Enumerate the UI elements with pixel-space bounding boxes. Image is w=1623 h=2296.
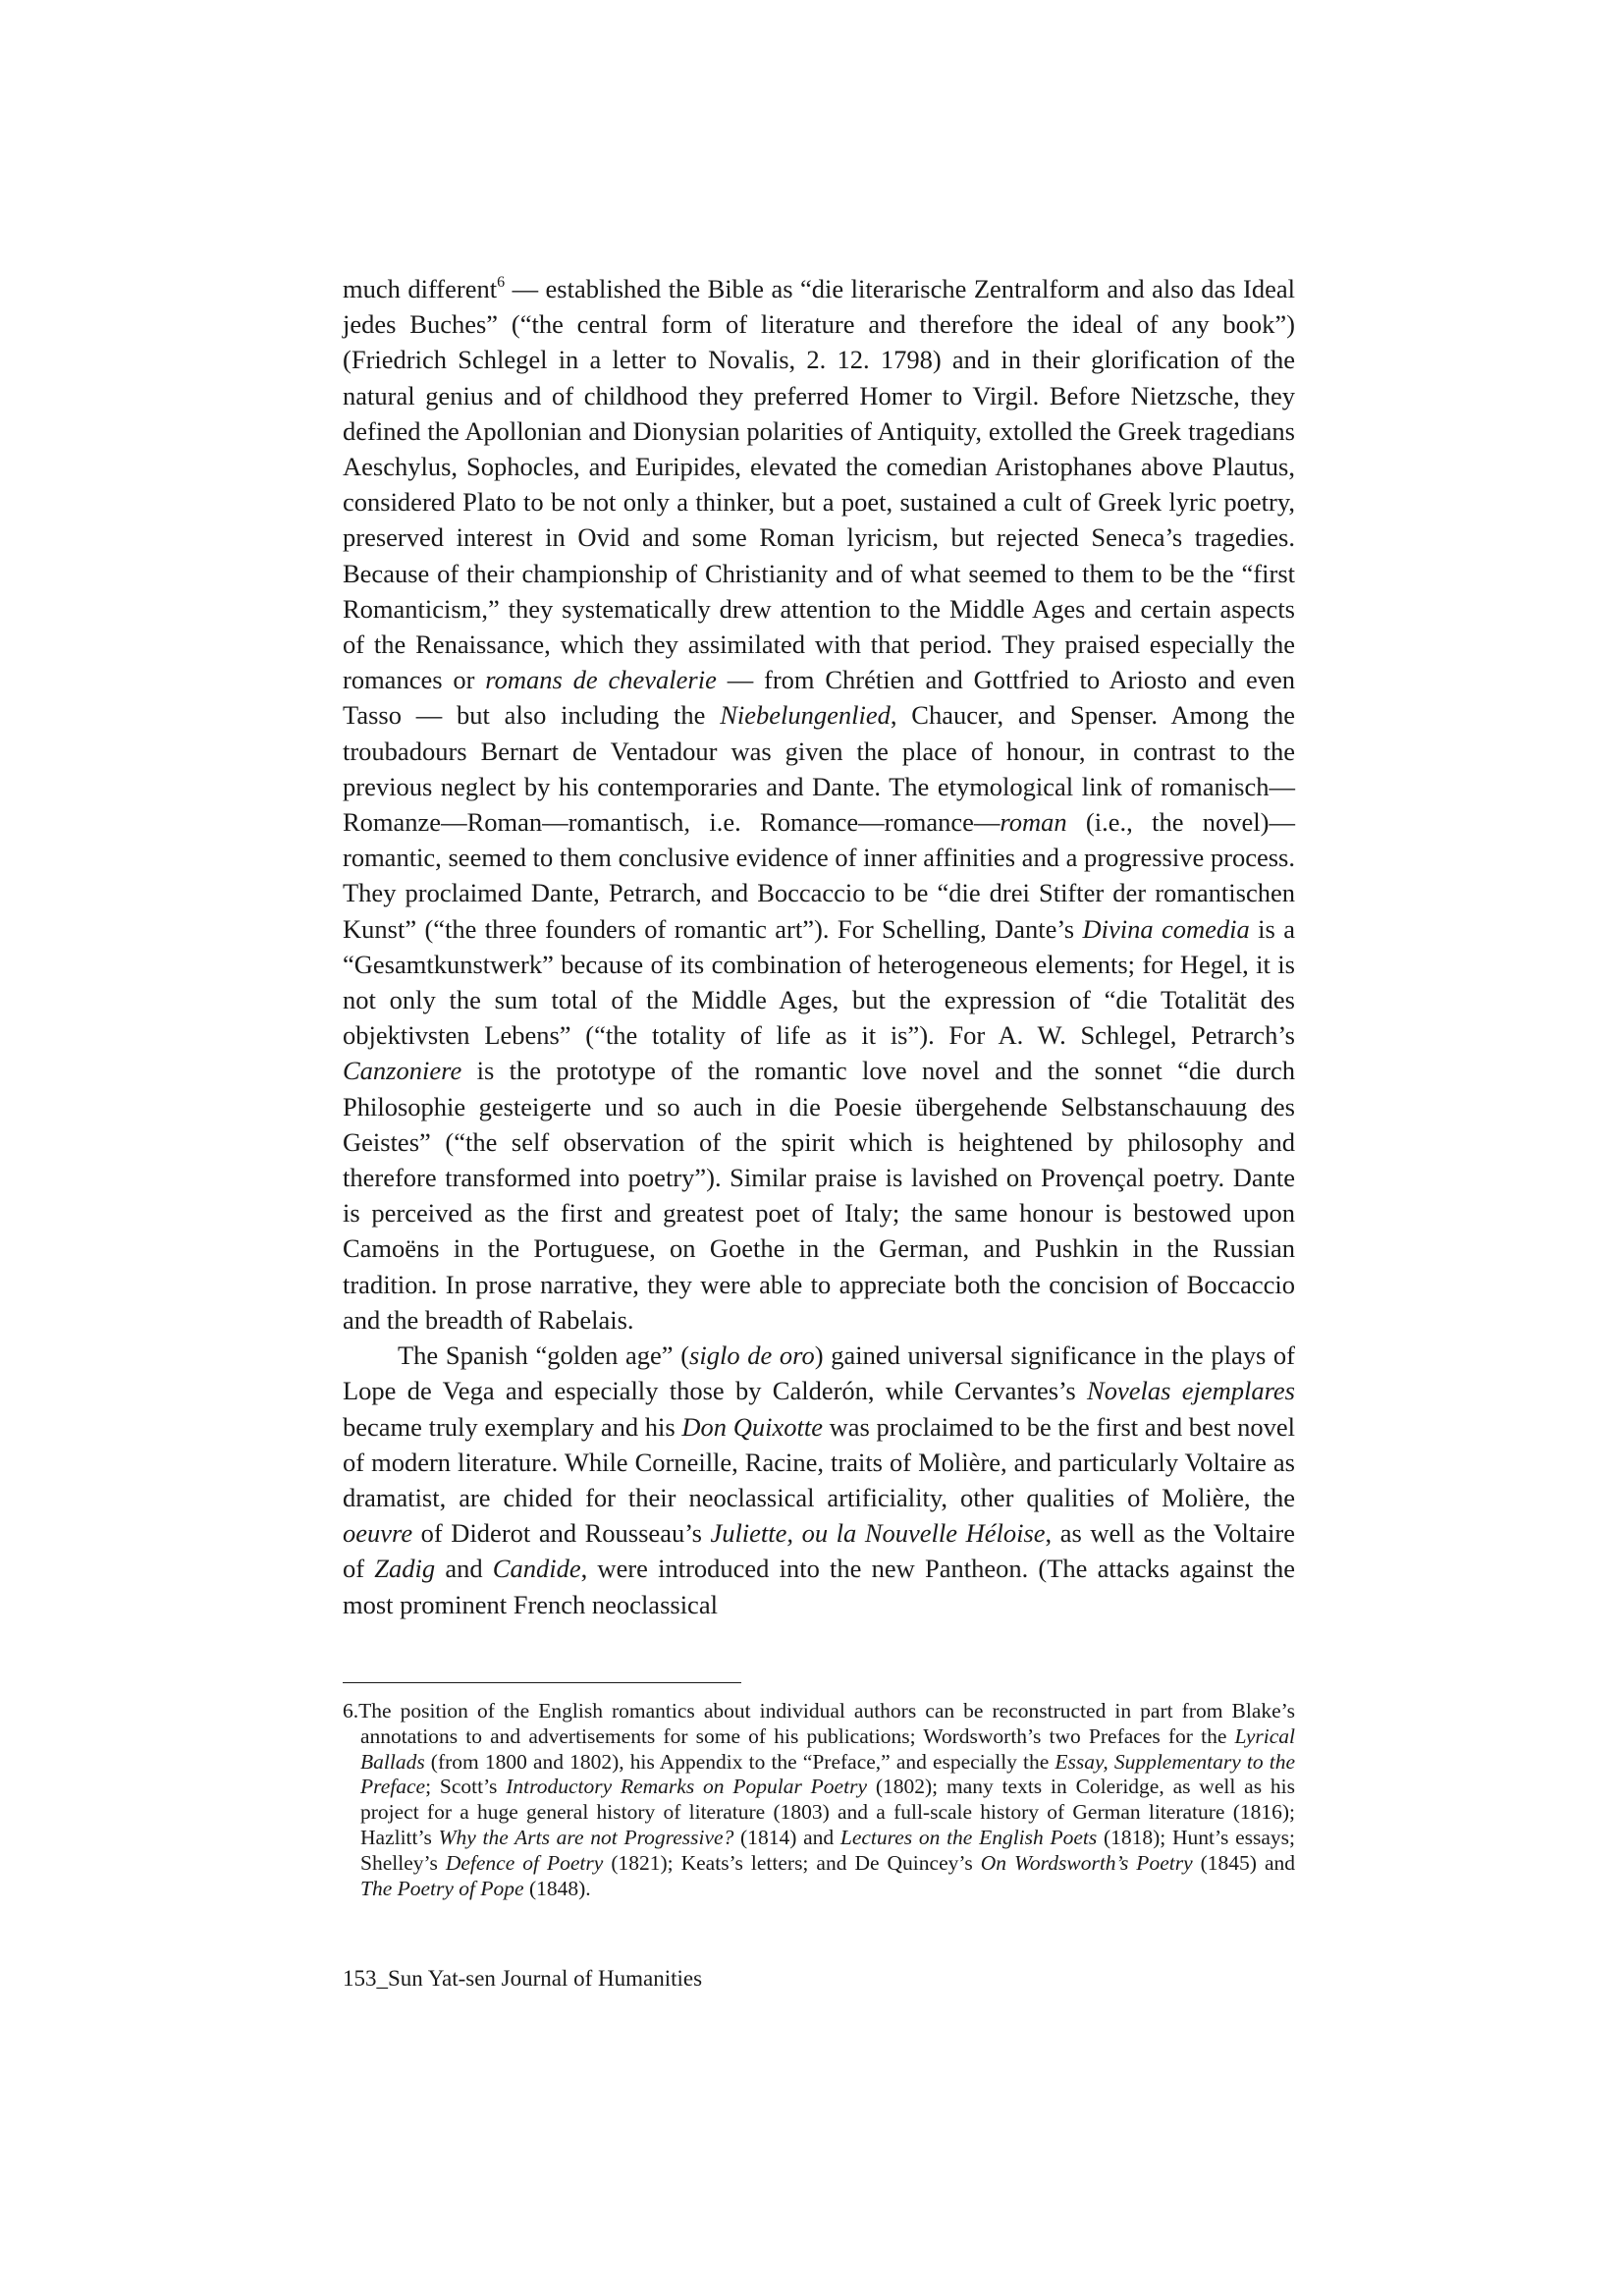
text-run: , Chaucer, and Spenser. Among the troubadours Bernart de Ventadour was given the place of honour, in contrast to the previous neglect by his contemporaries and Dante. The etymological link of romanisch—Romanze—Roman—romantisch [343,700,1295,838]
italic-text: Lyrical Ballads [360,1723,1295,1774]
text-run: (1848). [523,1876,591,1900]
text-run: ) gained universal significance in the plays of Lope de Vega and especially those by Calderón, while Cervantes’s [343,1340,1296,1406]
italic-text: roman [1000,807,1067,838]
italic-text: Introductory Remarks on Popular Poetry [506,1775,867,1799]
text-run: (from 1800 and 1802), his Appendix to the “Preface,” and especially the [424,1749,1055,1774]
text-run: (1814) and [733,1825,840,1849]
italic-text: On Wordsworth’s Poetry [980,1850,1193,1875]
italic-text: Niebelungenlied [720,700,891,731]
italic-text: Don Quixotte [681,1411,823,1442]
italic-text: , [683,807,690,838]
text-run: much different [343,274,498,303]
italic-text: romans de chevalerie [485,665,717,695]
text-run: (1845) and [1192,1850,1295,1875]
footnote-separator [343,1682,741,1683]
text-run: (i.e., the novel)—romantic, seemed to them conclusive evidence of inner affinities and a progressive process. They proclaimed Dante, Petrarch, and Boccaccio to be “die drei Stifter der romantischen Kunst” (“the three founders of romantic art”). For Schelling, Dante’s [343,807,1295,944]
text-run: — established the Bible as “die literarische Zentralform and also das Ideal jedes Buches” (“the central form of literature and therefore the ideal of any book”) (Friedrich Schlegel in a letter to Novalis, 2. 12. 1798) and in their glorification of the natural genius and of childhood they preferred Homer to Virgil. Before Nietzsche, they defined the Apollonian and Dionysian polarities of Antiquity, extolled the Greek tragedians Aeschylus, Sophocles, and Euripides, elevated the comedian Aristophanes above Plautus, considered Plato to be not only a thinker, but a poet, sustained a cult of Greek lyric poetry, preserved interest in Ovid and some Roman lyricism, but rejected Seneca’s tragedies. Because of their championship of Christianity and of what seemed to them to be the “first Romanticism,” they systematically drew attention to the Middle Ages and certain aspects of the Renaissance, which they assimilated with that period. They praised especially the romances or [343,274,1295,695]
body-text [343,271,1295,1622]
italic-text: Lectures on the English Poets [839,1825,1098,1849]
text-run: , as well as the Voltaire of [343,1518,1295,1584]
italic-text: Novelas ejemplares [1087,1376,1295,1406]
text-run: , were introduced into the new Pantheon. (The attacks against the most prominent French neoclassical [343,1554,1296,1619]
text-run: was proclaimed to be the first and best novel of modern literature. While Corneille, Racine, traits of Molière, and particularly Voltaire as dramatist, are chided for their neoclassical artificiality, other qualities of Molière, the [343,1411,1296,1512]
italic-text: Essay, Supplementary to the Preface [360,1749,1295,1799]
text-run: is the prototype of the romantic love novel and the sonnet “die durch Philosophie gesteigerte und so auch in die Poesie übergehende Selbstanschauung des Geistes” (“the self observation of the spirit which is heightened by philosophy and therefore transformed into poetry”). Similar praise is lavished on Provençal poetry. Dante is perceived as the first and greatest poet of Italy; the same honour is bestowed upon Camoëns in the Portuguese, on Goethe in the German, and Pushkin in the Russian tradition. In prose narrative, they were able to appreciate both the concision of Boccaccio and the breadth of Rabelais. [343,1056,1295,1335]
italic-text: The Poetry of Pope [360,1876,524,1900]
italic-text: Divina comedia [1082,913,1250,944]
footnotes [343,1699,1295,1901]
text-run: and [435,1554,493,1584]
page-footer: 153_Sun Yat-sen Journal of Humanities [343,1966,703,1991]
text-run: became truly exemplary and his [343,1411,682,1442]
text-run: i.e. Romance—romance— [690,807,1001,838]
footnote-ref: 6 [497,274,506,291]
italic-text: oeuvre [343,1518,413,1549]
italic-text: Zadig [374,1554,436,1584]
paragraph-1 [343,271,1295,1338]
italic-text: Juliette, ou la Nouvelle Héloise [710,1518,1046,1549]
footnote-6 [343,1699,1295,1901]
italic-text: Canzoniere [343,1056,462,1086]
text-run: of Diderot and Rousseau’s [412,1518,711,1549]
text-run: (1821); Keats’s letters; and De Quincey’s [603,1850,981,1875]
text-run: is a “Gesamtkunstwerk” because of its combination of heterogeneous elements; for Hegel, it is not only the sum total of the Middle Ages, but the expression of “die Totalität des objektivsten Lebens” (“the totality of life as it is”). For A. W. Schlegel, Petrarch’s [343,913,1296,1051]
text-run: (1818); Hunt’s essays; Shelley’s [360,1825,1295,1875]
text-run: (1802); many texts in Coleridge, as well as his project for a huge general history of literature (1803) and a full-scale history of German literature (1816); Hazlitt’s [360,1775,1295,1849]
text-run: ; Scott’s [425,1775,507,1799]
text-run: 6.The position of the English romantics about individual authors can be reconstructed in part from Blake’s annotations to and advertisements for some of his publications; Wordsworth’s two Prefaces for the [343,1699,1295,1748]
text-run: — from Chrétien and Gottfried to Ariosto and even Tasso — but also including the [343,665,1295,731]
text-run: The Spanish “golden age” ( [398,1340,690,1371]
paragraph-2 [343,1338,1295,1622]
italic-text: Defence of Poetry [445,1850,604,1875]
italic-text: Why the Arts are not Progressive? [438,1825,734,1849]
italic-text: Candide [492,1554,581,1584]
italic-text: siglo de oro [689,1340,815,1371]
